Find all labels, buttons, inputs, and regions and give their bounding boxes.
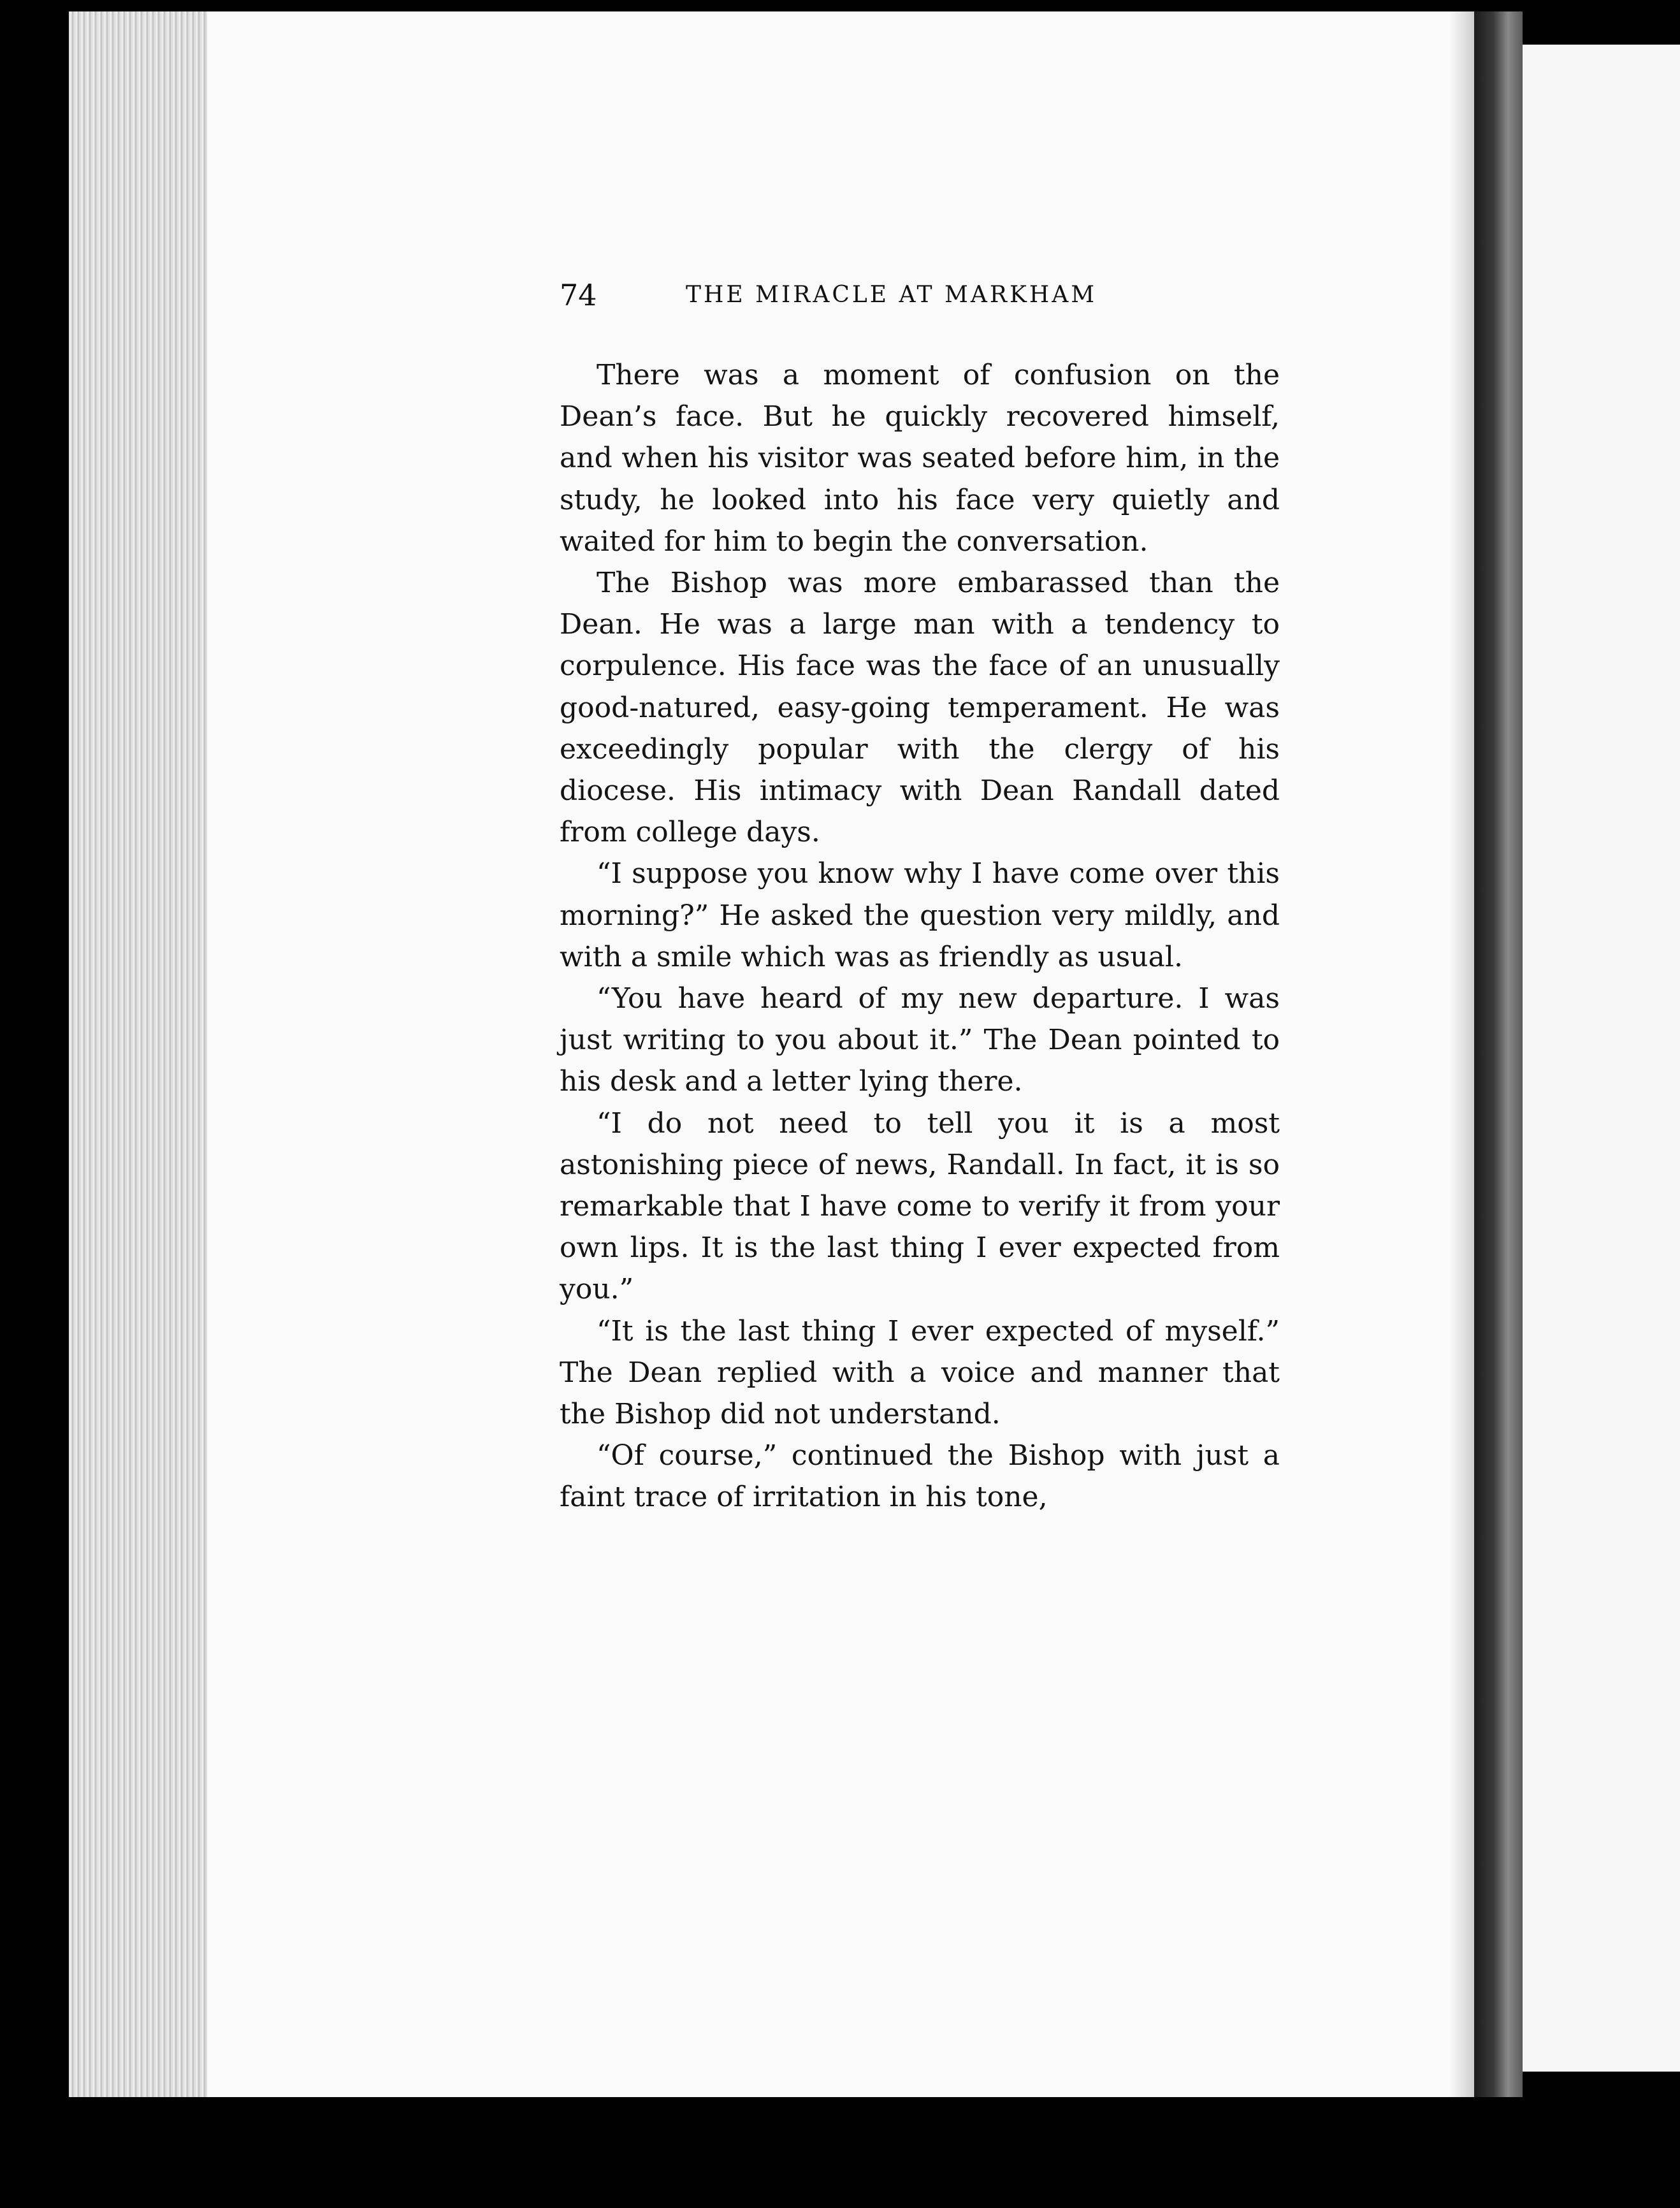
paragraph: The Bishop was more embarassed than the Dean. He was a large man with a tendency to corpulence. His face was the face of an unusually good-natured, easy-going temperament. He was exceedingly popular with the clergy of his diocese. His intimacy with Dean Randall dated from college days. — [560, 567, 1280, 849]
paragraph: There was a moment of confusion on the Dean’s face. But he quickly recovered himself, and when his visitor was seated before him, in the study, he looked into his face very quietly and waited for him to begin the conversation. — [560, 359, 1280, 558]
paragraph: “I do not need to tell you it is a most astonishing piece of news, Randall. In fact, it is so remarkable that I have come to verify it from your own lips. It is the last thing I ever expected from you.” — [560, 1107, 1280, 1306]
page-edges — [69, 11, 210, 2097]
book-gutter — [1474, 11, 1523, 2097]
paragraph: “You have heard of my new departure. I was just writing to you about it.” The Dean pointed to his desk and a letter lying there. — [560, 982, 1280, 1098]
page-number: 74 — [560, 278, 597, 312]
body-text — [560, 354, 1280, 1518]
paragraph: “I suppose you know why I have come over this morning?” He asked the question very mildly, and with a smile which was as friendly as usual. — [560, 857, 1280, 973]
running-header — [560, 273, 1280, 317]
page-shadow — [1449, 11, 1474, 2097]
facing-page-edge — [1523, 45, 1680, 2072]
running-title: THE MIRACLE AT MARKHAM — [686, 282, 1097, 308]
paragraph: “Of course,” continued the Bishop with just a faint trace of irritation in his tone, — [560, 1439, 1280, 1514]
paragraph: “It is the last thing I ever expected of myself.” The Dean replied with a voice and manner that the Bishop did not understand. — [560, 1314, 1280, 1431]
